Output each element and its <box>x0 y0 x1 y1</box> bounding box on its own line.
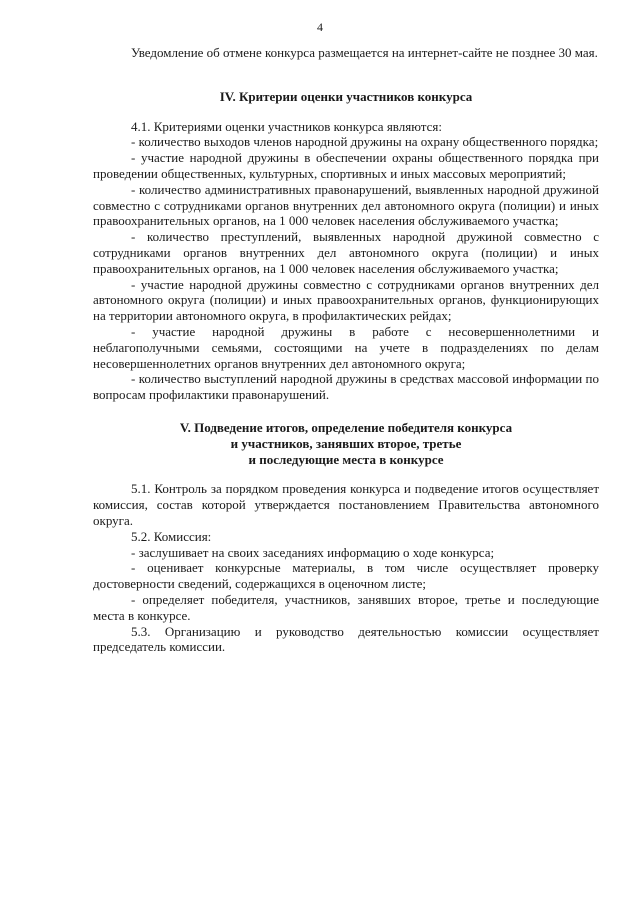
section-4-lead: 4.1. Критериями оценки участников конкурса являются: <box>131 118 442 134</box>
criteria-item: - участие народной дружины в обеспечении охраны общественного порядка при проведении общественных, культурных, спортивных и иных массовых мероприятий; <box>93 150 599 181</box>
document-body <box>93 45 599 655</box>
section-5-title-line: V. Подведение итогов, определение победителя конкурса <box>179 419 513 435</box>
criteria-item: - количество выступлений народной дружины в средствах массовой информации по вопросам профилактики правонарушений. <box>93 371 599 403</box>
criteria-item: - участие народной дружины совместно с сотрудниками органов внутренних дел автономного округа (полиции) и иных правоохранительных органов, функционирующих на территории автономного округа, в профилактических рейдах; <box>93 276 599 324</box>
criteria-item: - количество административных правонарушений, выявленных народной дружиной совместно с сотрудниками органов внутренних дел автономного округа (полиции) и иных правоохранительных органов, на 1 000 человек населения обслуживаемого участка; <box>93 181 599 229</box>
criteria-item: - количество преступлений, выявленных народной дружиной совместно с сотрудниками органов внутренних дел автономного округа (полиции) и иных правоохранительных органов, на 1 000 человек населения обслуживаемого участка; <box>93 229 599 276</box>
section-5-paragraph-1: 5.1. Контроль за порядком проведения конкурса и подведение итогов осуществляет комиссия, состав которой утверждается постановлением Правительства автономного округа. <box>93 481 599 528</box>
section-5-title-line: и последующие места в конкурсе <box>248 451 444 467</box>
section-4-title: IV. Критерии оценки участников конкурса <box>219 88 473 104</box>
section-5-paragraph-3: 5.3. Организацию и руководство деятельностью комиссии осуществляет председатель комиссии. <box>93 623 599 655</box>
commission-item: - заслушивает на своих заседаниях информацию о ходе конкурса; <box>131 544 495 560</box>
section-5-title-line: и участников, занявших второе, третье <box>230 435 462 451</box>
commission-item: - определяет победителя, участников, занявших второе, третье и последующие места в конкурсе. <box>93 591 599 623</box>
criteria-item: - количество выходов членов народной дружины на охрану общественного порядка; <box>131 134 599 150</box>
intro-paragraph: Уведомление об отмене конкурса размещается на интернет-сайте не позднее 30 мая. <box>131 45 598 60</box>
section-5-title <box>93 420 599 467</box>
criteria-item: - участие народной дружины в работе с несовершеннолетними и неблагополучными семьями, состоящими на учете в подразделениях по делам несовершеннолетних органов внутренних дел автономного округа; <box>93 323 599 371</box>
page-number: 4 <box>317 20 323 34</box>
section-5-paragraph-2: 5.2. Комиссия: <box>131 528 212 544</box>
commission-item: - оценивает конкурсные материалы, в том числе осуществляет проверку достоверности сведений, содержащихся в оценочном листе; <box>93 560 599 592</box>
